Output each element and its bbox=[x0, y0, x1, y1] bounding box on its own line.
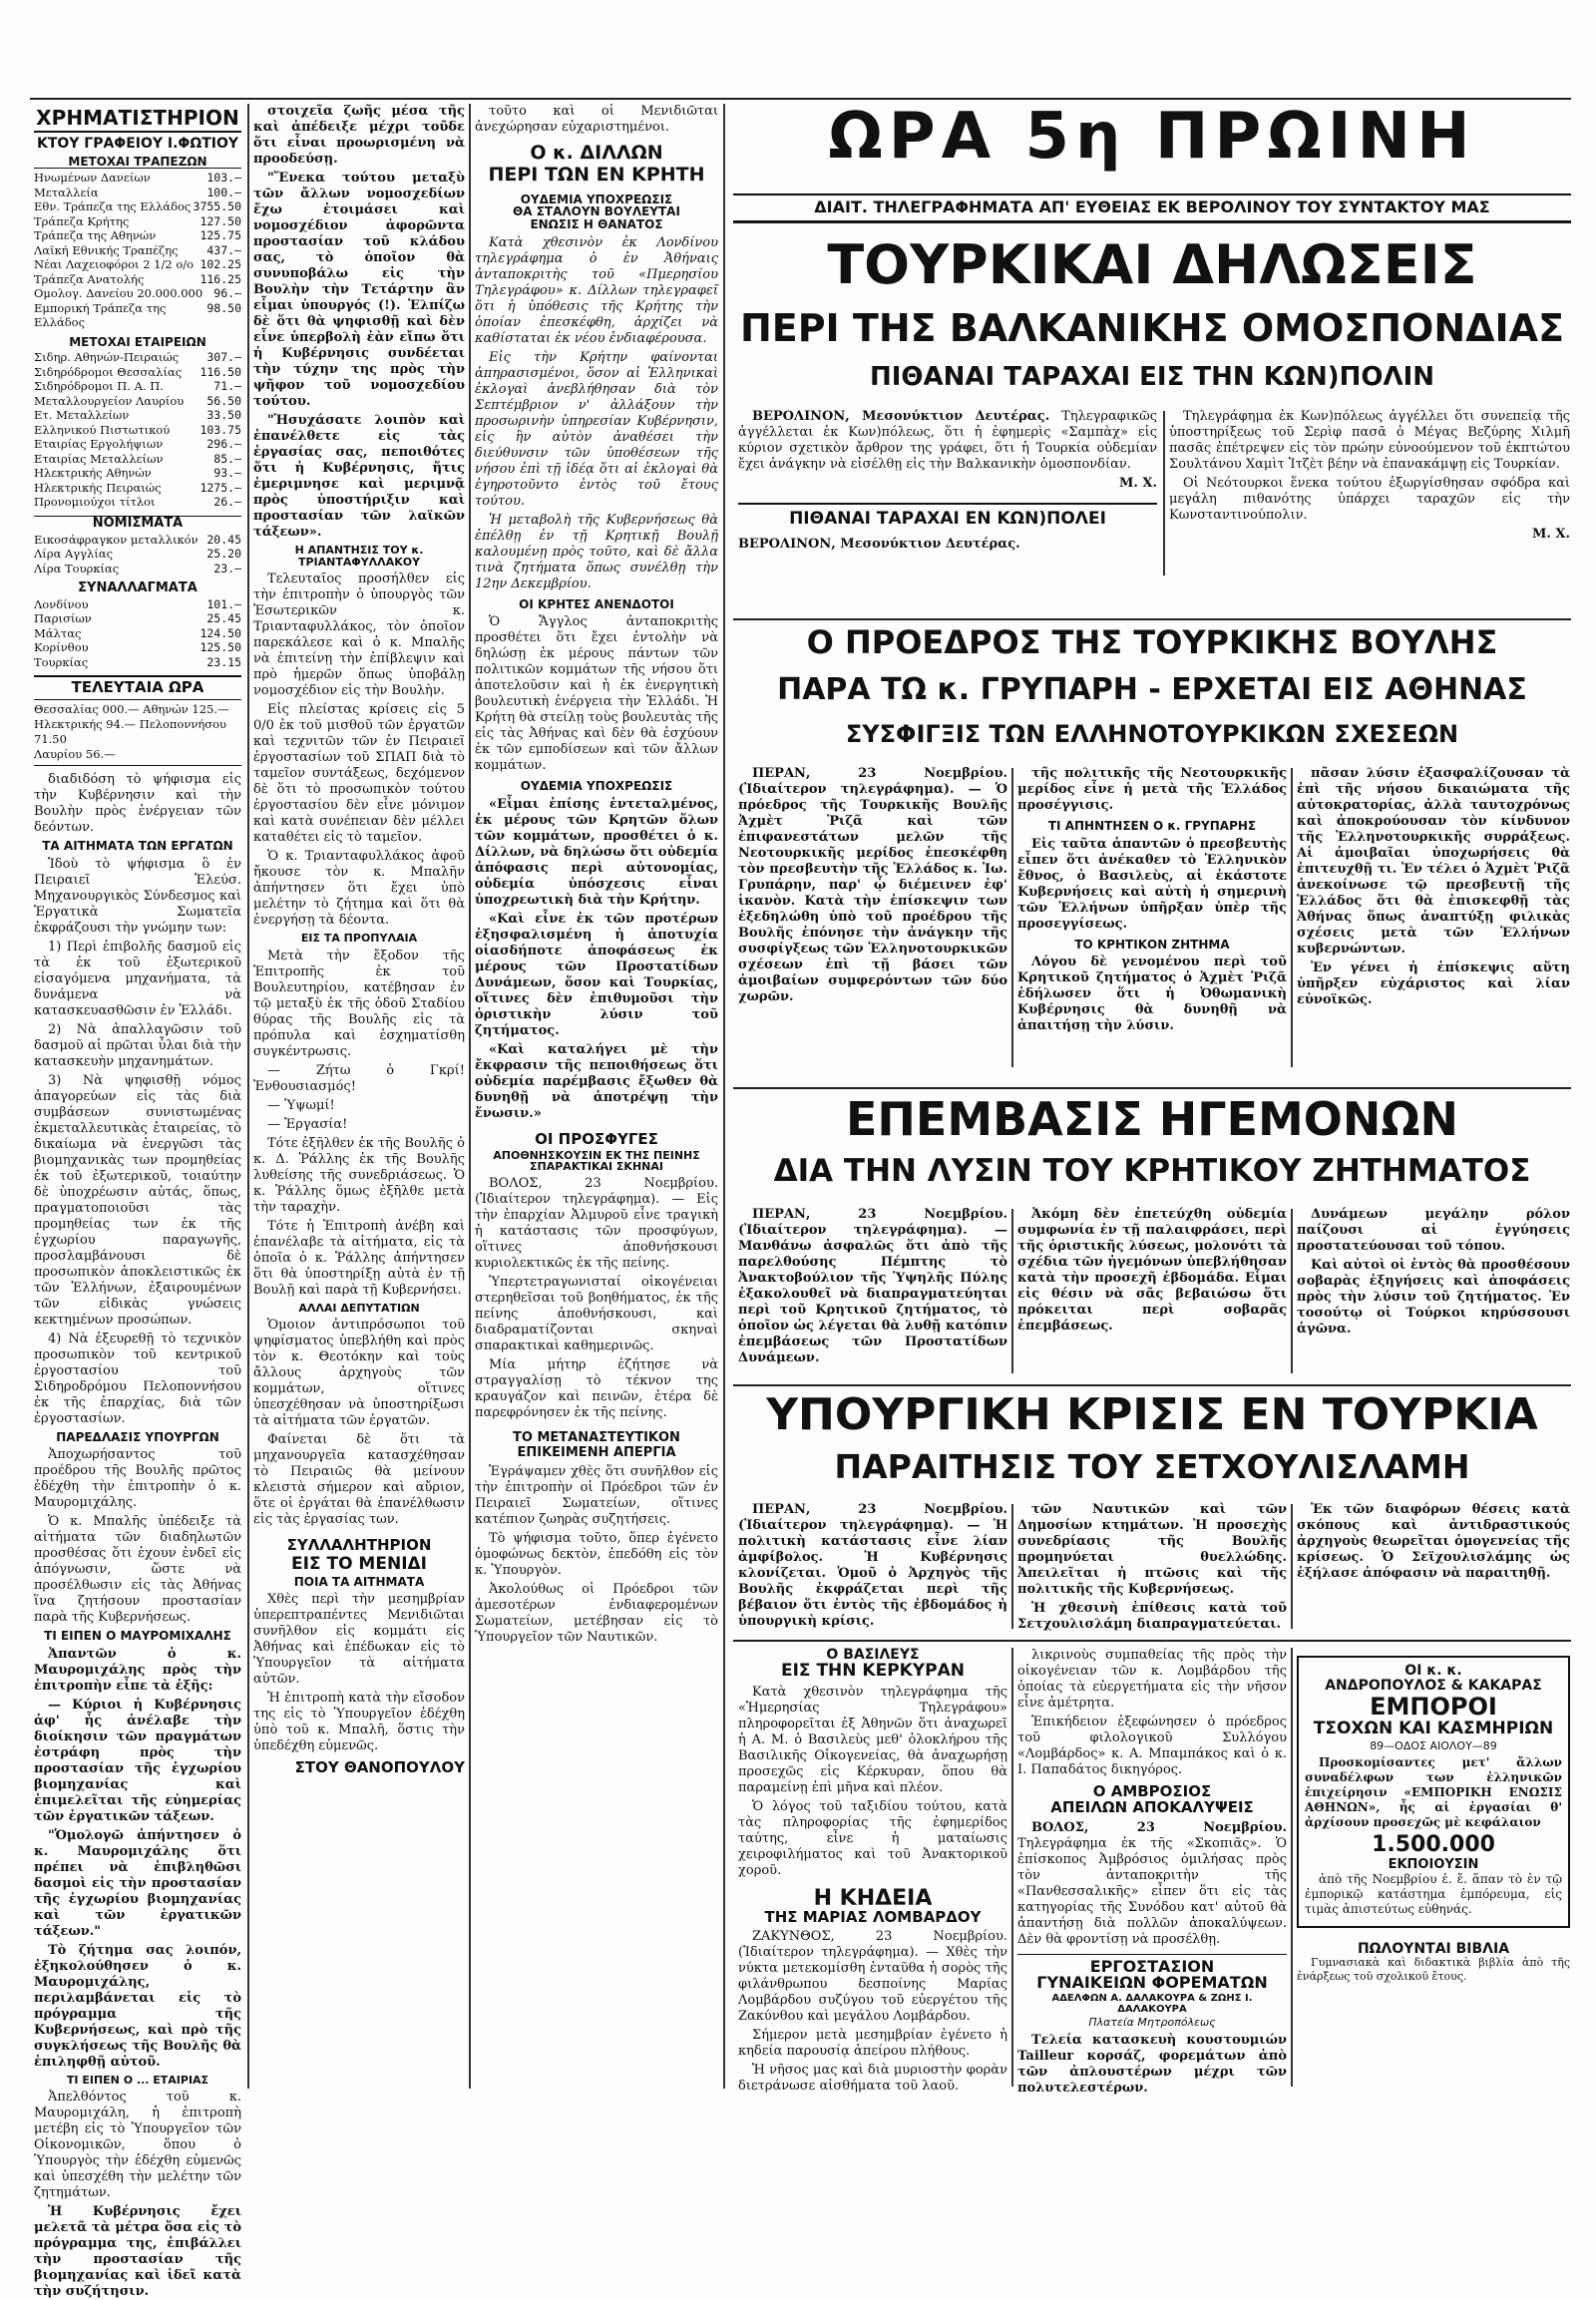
king-text: Κατὰ χθεσινὸν τηλεγράφημα τῆς «Ἡμερησίας Τηλεγράφου» πληροφορεῖται ἐξ Ἀθηνῶν ὅτι ἀναχωρεῖ ἡ Α. Μ. ὁ Βασιλεὺς μεθ' ὁλοκλήρου τῆς Βασιλικῆς Οἰκογενείας, θὰ ἀναχωρήσῃ προσεχῶς εἰς Κέρκυραν, ὅπου θὰ παραμείνῃ ἐπὶ μῆνα καὶ πλέον. Ὁ λόγος τοῦ ταξιδίου τούτου, κατὰ τὰς πληροφορίας τῆς ἐφημερίδος ταύτης, εἶνε ἡ ματαίωσις χειροφιλήματος καὶ τοῦ Ἀνακτορικοῦ χοροῦ. bbox=[738, 1684, 1007, 1878]
quote-row bbox=[34, 379, 241, 394]
quote-value: 56.50 bbox=[206, 393, 241, 408]
quote-value: 93.— bbox=[213, 466, 241, 481]
quote-value: 103.— bbox=[206, 171, 241, 186]
story2-subheadline: ΠΑΡΑ ΤΩ κ. ΓΡΥΠΑΡΗ - ΕΡΧΕΤΑΙ ΕΙΣ ΑΘΗΝΑΣ bbox=[777, 672, 1527, 707]
story2-col-b bbox=[1017, 766, 1287, 1085]
quote-row bbox=[34, 626, 241, 641]
demands2-title: ΠΟΙΑ ΤΑ ΑΙΤΗΜΑΤΑ bbox=[293, 1574, 425, 1589]
quote-name: Εταιρίας Εργολήψιων bbox=[34, 437, 164, 452]
quote-value: 125.75 bbox=[200, 228, 241, 243]
quote-name: Μάλτας bbox=[34, 625, 82, 640]
bottom-col-b bbox=[1017, 1648, 1287, 2096]
mavromichalis-said-text: Ἀπαντῶν ὁ κ. Μαυρομιχάλης πρὸς τὴν ἐπιτροπὴν εἶπε τὰ ἑξῆς: — Κύριοι ἡ Κυβέρνησις ἀφ' ἧς ἀνέλαβε τὴν διοίκησιν τῶν πραγμάτων ἐστράφη πρὸς τὴν προστασίαν τῆς ἐγχωρίου βιομηχανίας καὶ ἐπιμελεῖται τῆς εὐημερίας τῶν ἐργατικῶν τάξεων. "Ὁμολογῶ ἀπήντησεν ὁ κ. Μαυρομιχάλης ὅτι πρέπει νὰ ἐπιβληθῶσι δασμοὶ εἰς τὴν προστασίαν τῆς ἐγχωρίου βιομηχανίας καὶ τῶν ἐργατικῶν τάξεων." Τὸ ζήτημα σας λοιπόν, ἐξηκολούθησεν ὁ κ. Μαυρομιχάλης, περιλαμβάνεται εἰς τὸ πρόγραμμα τῆς Κυβερνήσεως, καὶ πρὸ τῆς συγκλήσεως τῆς Βουλῆς θὰ ἐπιληφθῇ αὐτοῦ. bbox=[34, 1646, 241, 2070]
quote-name: Νέαι Λαχειοφόροι 2 1/2 ο/ο bbox=[34, 257, 195, 272]
story2-dateline: ΠΕΡΑΝ, 23 Νοεμβρίου. bbox=[752, 766, 1007, 781]
quote-name: Μεταλλεία bbox=[34, 185, 99, 199]
story3-headline: ΕΠΕΜΒΑΣΙΣ ΗΓΕΜΟΝΩΝ bbox=[846, 1092, 1458, 1146]
ministers-parade-title: ΠΑΡΕΔΛΑΣΙΣ ΥΠΟΥΡΓΩΝ bbox=[56, 1429, 219, 1444]
bottom-rule bbox=[733, 1640, 1571, 1642]
quote-value: 296.— bbox=[206, 437, 241, 452]
advert-sale: ΕΚΠΟΙΟΥΣΙΝ bbox=[1388, 1857, 1479, 1873]
quote-name: Ηλεκτρικής Αθηνών bbox=[34, 466, 152, 481]
advert-line-3: ΕΜΠΟΡΟΙ bbox=[1370, 1693, 1497, 1722]
story4-headline: ΥΠΟΥΡΓΙΚΗ ΚΡΙΣΙΣ ΕΝ ΤΟΥΡΚΙΑ bbox=[766, 1389, 1538, 1440]
quote-name: Εταιρίας Μεταλλείων bbox=[34, 451, 164, 466]
quote-row bbox=[34, 243, 241, 258]
etairias-said-text: Ἀπελθόντος τοῦ κ. Μαυρομιχάλη, ἡ ἐπιτροπὴ μετέβη εἰς τὸ Ὑπουργεῖον τῶν Οἰκονομικῶν, ὅπου ὁ Ὑπουργὸς τὴν ἐδέχθη εὐμενῶς καὶ ὑπεσχέθη τὴν μελέτην τῶν ζητημάτων. Ἡ Κυβέρνησις ἔχει μελετᾶ τὰ μέτρα ὅσα εἰς τὸ πρόγραμμα της, ἐπιβάλλει τὴν προστασίαν τῆς βιομηχανίας καὶ ἰδεῖ κατὰ τὴν συζήτησιν. bbox=[34, 2090, 241, 2300]
triantafyllakos-reply-text: Τελευταῖος προσήλθεν εἰς τὴν ἐπιτροπὴν ὁ ὑπουργὸς τῶν Ἐσωτερικῶν κ. Τριανταφυλλάκος, τὸν ὁποῖον παρεκάλεσε καὶ ὁ κ. Μπαλῆς νὰ ἐπιτείνῃ τὴν ἐπίβλεψιν καὶ πρὸ ἡμερῶν ὅπως ὑποβάλῃ νομοσχέδιον εἰς τὴν Βουλὴν. Εἰς πλείστας κρίσεις εἰς 5 0/0 ἐκ τοῦ μισθοῦ τῶν ἐργατῶν καὶ τεχνιτῶν τῶν ἐν Πειραιεῖ ἐργοστασίων τοῦ ΣΠΑΠ διὰ τὸ ταμεῖον συντάξεως, δεχόμενον δὲ ὅτι τὸ προσωπικὸν τούτου ἐργοστασίου δὲν εἶνε μόνιμον καὶ κατὰ συνέπειαν δὲν μέλλει καταθέτει εἰς τὸ ταμεῖον. Ὁ κ. Τριανταφυλλάκος ἀφοῦ ἤκουσε τὸν κ. Μπαλῆν ἀπήντησεν ὅτι ἔχει ὑπὸ μελέτην τὸ ζήτημα καὶ ὅτι θὰ ἐνεργήσῃ τὰ δέοντα. bbox=[253, 572, 465, 929]
dillon-subtitle: ΠΕΡΙ ΤΩΝ ΕΝ ΚΡΗΤΗ bbox=[488, 163, 705, 186]
quote-name: Μεταλλουργείον Λαυρίου bbox=[34, 393, 185, 408]
strike-text: Ἐγράψαμεν χθὲς ὅτι συνῆλθον εἰς τὴν ἐπιτροπὴν οἱ Πρόεδροι τῶν ἐν Πειραιεῖ Σωματείων, οἵτινες κατέπιον ζωηρὰς συζητήσεις. Τὸ ψήφισμα τοῦτο, ὅπερ ἐγένετο ὁμοφώνως δεκτὸν, ἐπεδόθη εἰς τὸν κ. Ὑπουργὸν. Ἀκολούθως οἱ Πρόεδροι τῶν ἀμεσοτέρων ἐνδιαφερομένων Σωματείων, μετέβησαν εἰς τὸ Ὑπουργεῖον τῶν Ναυτικῶν. bbox=[475, 1463, 718, 1645]
advert-line-2: ΑΝΔΡΟΠΟΥΛΟΣ & ΚΑΚΑΡΑΣ bbox=[1325, 1677, 1542, 1694]
mavromichalis-said-title: ΤΙ ΕΙΠΕΝ Ο ΜΑΥΡΟΜΙΧΑΛΗΣ bbox=[44, 1629, 231, 1644]
quote-value: 127.50 bbox=[200, 213, 241, 228]
quote-value: 25.20 bbox=[206, 547, 241, 562]
story1-headline: ΤΟΥΡΚΙΚΑΙ ΔΗΛΩΣΕΙΣ bbox=[827, 233, 1477, 296]
quote-value: 98.50 bbox=[206, 300, 241, 315]
dillon-text: Κατὰ χθεσινὸν ἐκ Λονδίνου τηλεγράφημα ὁ ἐν Ἀθήναις ἀνταποκριτὴς τοῦ «Πμερησίου Τηλεγράφου» κ. Δίλλων τηλεγραφεῖ ὅτι ἡ ὑπόθεσις τῆς Κρήτης τὴν ὁποίαν ἐπεσκέφθη, ἀρχίζει νὰ καθίσταται ἐκ νέου ἐνδιαφέρουσα. Εἰς τὴν Κρήτην φαίνονται ἀπηρασισμένοι, ὅσον αἱ Ἑλληνικαὶ ἐκλογαὶ ἀνεβλήθησαν διὰ τὸν Σεπτέμβριον ν' ἀλλάξουν τὴν προσωρινὴν ὑπηρεσίαν Κυβέρνησιν, εἰς ἣν αὐτὸν ἀναθέσει τὴν διεύθυνσιν τῶν ὑποθέσεων τῆς νήσου ἐπὶ τῇ ἰδέᾳ ὅτι αἱ ἐκλογαὶ θὰ ἐγηροτοῦντο ἐντὸς τοῦ ἔτους τούτου. Ἡ μεταβολὴ τῆς Κυβερνήσεως θὰ ἐπέλθῃ ἐν τῇ Κρητικῇ Βουλῇ καλουμένῃ πρὸς τοῦτο, καὶ δὲ ἄλλα τινὰ ζητήματα ὅπως συνέλθῃ τὴν 12ην Δεκεμβρίου. bbox=[475, 234, 718, 591]
quote-row bbox=[34, 495, 241, 510]
bottom-divider-1 bbox=[1011, 1648, 1013, 2087]
stock-exchange-title: ΧΡΗΜΑΤΙΣΤΗΡΙΟΝ bbox=[34, 108, 241, 133]
story2-text-a: ΠΕΡΑΝ, 23 Νοεμβρίου. (Ἰδιαίτερον τηλεγράφημα). — Ὁ πρόεδρος τῆς Τουρκικῆς Βουλῆς Ἀχμὲτ Ῥιζᾶ καὶ τῶν ἐπιφανεστάτων μελῶν τῆς Νεοτουρκικῆς μερίδος ἐπεσκέφθη τὸν πρεσβευτὴν τῆς Ἑλλάδος κ. Ἰω. Γρυπάρην, παρ' ᾧ διέμεινεν ἐφ' ἱκανὸν. Κατὰ τὴν ἐπίσκεψιν των ἐξεδηλώθη ὑπὸ τοῦ προέδρου τῆς Βουλῆς ἐπόνησε τὴν ἀνάγκην τῆς συσφίγξεως τῶν Ἑλληνοτουρκικῶν σχέσεων ἐπὶ τῇ βάσει τῶν ἀμοιβαίων συμφερόντων τῶν δύο χωρῶν. bbox=[738, 766, 1007, 1004]
story2-col-a bbox=[738, 766, 1007, 1085]
story3-text-c: Δυνάμεων μεγάλην ρόλον παίζουσι αἱ ἐγγύησεις προστατεύουσαι τοῦ τόπου. Καὶ αὐτοὶ οἱ ἐντὸς θὰ προσθέσουν σοβαρὰς ἐξηγήσεις καὶ ἀποφάσεις πρὸς τὴν λύσιν τοῦ ζητήματος. Ἐν τοσούτῳ οἱ Τούρκοι κηρύσσουσι ἀγῶνα. bbox=[1297, 1207, 1570, 1337]
works-owners: ΑΔΕΛΦΩΝ Α. ΔΑΛΑΚΟΥΡΑ & ΖΩΗΣ Ι. ΔΑΛΑΚΟΥΡΑ bbox=[1051, 1993, 1253, 2015]
story4-dateline: ΠΕΡΑΝ, 23 Νοεμβρίου. bbox=[752, 1502, 1007, 1517]
story4-text-c: Ἐκ τῶν διαφόρων θέσεις κατὰ σκόπους καὶ ἀντιδραστικούς ἀρχηγοὺς θεωρεῖται ὁμογενείας τῆς κρίσεως. Ὁ Σεϊχουλισλάμης ὡς ἐξήλασε ἀπόφασιν νὰ παραιτηθῇ. bbox=[1297, 1502, 1570, 1581]
quote-name: Ηλεκτρικής Πειραιώς bbox=[34, 480, 162, 495]
bottom-col-b-lead: λικρινοὺς συμπαθείας τῆς πρὸς τὴν οἰκογένειαν τῶν κ. Λομβάρδου τῆς ὁποίας τὰ εὐεργετήματα εἰς τὴν νῆσον εἶνε ἀμέτρητα. Ἐπικήδειον ἐξεφώνησεν ὁ πρόεδρος τοῦ φιλολογικοῦ Συλλόγου «Λομβάρδος» κ. Α. Μπαμπάκος καὶ ὁ κ. Ι. Παπαδάτος δικηγόρος. bbox=[1017, 1648, 1287, 1777]
stock-exchange-column bbox=[34, 106, 241, 2300]
grypar-reply-title: ΤΙ ΑΠΗΝΤΗΣΕΝ Ο κ. ΓΡΥΠΑΡΗΣ bbox=[1047, 819, 1257, 833]
quote-value: 3755.50 bbox=[193, 199, 241, 214]
story1-sign: Μ. Χ. bbox=[1118, 476, 1157, 491]
quote-name: Λίρα Αγγλίας bbox=[34, 547, 114, 562]
column-three-lead: τοῦτο καὶ οἱ Μενιδιῶται ἀνεχώρησαν εὐχαριστημένοι. bbox=[475, 104, 718, 135]
amvrosios-subtitle: ΑΠΕΙΛΩΝ ΑΠΟΚΑΛΥΨΕΙΣ bbox=[1050, 1797, 1254, 1816]
story3-col-c bbox=[1297, 1207, 1570, 1386]
quote-name: Λαϊκή Εθνικής Τραπέζης bbox=[34, 242, 179, 257]
bottom-col-a bbox=[738, 1647, 1007, 2095]
death-title: ΣΤΟΥ ΘΑΝΟΠΟΥΛΟΥ bbox=[294, 1758, 465, 1777]
refugees-title: ΟΙ ΠΡΟΣΦΥΓΕΣ bbox=[535, 1129, 658, 1148]
bottom-col-c bbox=[1297, 1648, 1570, 2087]
amvrosios-title: Ο ΑΜΒΡΟΣΙΟΣ bbox=[1092, 1782, 1212, 1800]
story1-dateline-2: ΒΕΡΟΛΙΝΟΝ, Μεσονύκτιον Δευτέρας. bbox=[738, 536, 1020, 552]
tomenidi-title: ΕΙΣ ΤΟ ΜΕΝΙΔΙ bbox=[291, 1553, 427, 1574]
quote-row bbox=[34, 301, 241, 330]
quote-row bbox=[34, 597, 241, 612]
quote-value: 71.— bbox=[213, 379, 241, 394]
quote-name: Σιδηρόδρομοι Θεσσαλίας bbox=[34, 364, 183, 379]
quote-value: 307.— bbox=[206, 350, 241, 365]
story1-dateline: ΒΕΡΟΛΙΝΟΝ, Μεσονύκτιον Δευτέρας. bbox=[752, 409, 1050, 424]
quote-row bbox=[34, 272, 241, 287]
coins-table bbox=[34, 533, 241, 576]
advert-text: Προσκομίσαντες μετ' ἄλλων συναδέλφων των ἐλληνικῶν ἐπιχείρησιν «ΕΜΠΟΡΙΚΗ ΕΝΩΣΙΣ ΑΘΗΝΩΝ», ἧς αἱ ἐργασίαι θ' ἀρχίσουν προσεχῶς μὲ κεφάλαιον bbox=[1305, 1754, 1562, 1829]
quote-row bbox=[34, 466, 241, 481]
story1-left-column bbox=[738, 409, 1157, 608]
quote-value: 26.— bbox=[213, 495, 241, 510]
col-divider-2 bbox=[469, 104, 471, 2089]
advert-line-4: ΤΣΟΧΩΝ ΚΑΙ ΚΑΣΜΗΡΙΩΝ bbox=[1313, 1718, 1554, 1738]
masthead-subtitle: ΔΙΑΙΤ. ΤΗΛΕΓΡΑΦΗΜΑΤΑ ΑΠ' ΕΥΘΕΙΑΣ ΕΚ ΒΕΡΟΛΙΝΟΥ ΤΟΥ ΣΥΝΤΑΚΤΟΥ ΜΑΣ bbox=[733, 193, 1571, 223]
quote-row bbox=[34, 640, 241, 655]
no-obligation-title-2: ΟΥΔΕΜΙΑ ΥΠΟΧΡΕΩΣΙΣ bbox=[520, 779, 673, 794]
quote-row bbox=[34, 547, 241, 562]
story4-divider-1 bbox=[1011, 1504, 1013, 1629]
quote-name: Τράπεζα της Αθηνών bbox=[34, 228, 157, 243]
story1-text-b: Τηλεγράφημα ἐκ Κων)πόλεως ἀγγέλλει ὅτι συνεπείᾳ τῆς ὑποστηρίξεως τοῦ Σερὶφ πασᾶ ὁ Μέγας Βεζύρης Χιλμῆ πασᾶς ἐπέτρεψεν εἰς τὸν πρώην εὐνοούμενον τοῦ ἐκπτώτου Σουλτάνου Χαμὶτ Ἰτζὲτ βέην νὰ ἐπανακάμψῃ εἰς Τουρκίαν. Οἱ Νεότουρκοι ἕνεκα τούτου ἐξωργίσθησαν σφόδρα καὶ μεγάλη πιθανότης ὑπάρχει ταραχῶν εἰς τὴν Κωνσταντινούπολιν. bbox=[1169, 409, 1570, 523]
ministers-parade-text: Ἀποχωρήσαντος τοῦ προέδρου τῆς Βουλῆς πρῶτος ἐδέχθη τὴν ἐπιτροπὴν ὁ κ. Μαυρομιχάλης. Ὁ κ. Μπαλῆς ὑπέδειξε τὰ αἰτήματα τῶν διαδηλωτῶν προσθέσας ὅτι ἐχουν ἐνδεῖ εἰς ἀπόγνωσιν, ὥστε νὰ προσέλθωσιν εἰς τὰς Ἀθήνας ἵνα ζητήσουν προστασίαν παρὰ τῆς Κυβερνήσεως. bbox=[34, 1447, 241, 1626]
quote-row bbox=[34, 481, 241, 496]
story3-text-a: ΠΕΡΑΝ, 23 Νοεμβρίου. (Ἰδιαίτερον τηλεγράφημα). — Μανθάνω ἀσφαλῶς ὅτι ἀπὸ τῆς παρελθούσης Πέμπτης τὸ Ἀνακτοβούλιον τῆς Ὑψηλῆς Πύλης ἐξακολουθεῖ νὰ διαπραγματεύηται περὶ τοῦ Κρητικοῦ ζητήματος, τὸ ὁποῖον ὡς λέγεται θὰ λυθῇ κατόπιν ἐπεμβάσεως τῶν Προστατίδων Δυνάμεων. bbox=[738, 1207, 1007, 1365]
quote-value: 23.— bbox=[213, 561, 241, 575]
quote-row bbox=[34, 228, 241, 243]
amvrosios-text: ΒΟΛΟΣ, 23 Νοεμβρίου. Τηλεγράφημα ἐκ τῆς «Σκοπιᾶς». Ὁ ἐπίσκοπος Ἀμβρόσιος ὁμιλήσας πρὸς τὸν ἀνταποκριτὴν τῆς «Πανθεσσαλικῆς» εἶπεν ὅτι εἰς τὰς κατηγορίας τῆς Συνόδου κατ' αὐτοῦ θὰ ἀπαντήσῃ διὰ πολλῶν ἀποκαλύψεων. Δὲν θὰ φροντίσῃ νὰ προσέλθῃ. bbox=[1017, 1819, 1287, 1947]
quote-name: Ελληνικού Πιστωτικού bbox=[34, 422, 171, 437]
story3-col-a bbox=[738, 1207, 1007, 1386]
quote-row bbox=[34, 452, 241, 467]
quote-name: Προνομιούχοι τίτλοι bbox=[34, 495, 156, 510]
last-hour-line-1: Θεσσαλίας 000.— Αθηνών 125.— bbox=[34, 701, 229, 716]
story2-kicker: ΣΥΣΦΙΓΞΙΣ ΤΩΝ ΕΛΛΗΝΟΤΟΥΡΚΙΚΩΝ ΣΧΕΣΕΩΝ bbox=[845, 720, 1459, 748]
cretans-title: ΟΙ ΚΡΗΤΕΣ ΑΝΕΝΔΟΤΟΙ bbox=[519, 596, 674, 611]
refugees-text: ΒΟΛΟΣ, 23 Νοεμβρίου. (Ἰδιαίτερον τηλεγράφημα). — Εἰς τὴν ἐπαρχίαν Ἀλμυροῦ εἶνε τραγικὴ ἡ κατάστασις τῶν προσφύγων, οἵτινες ἀποθνήσκουσι κυριολεκτικῶς ἐκ τῆς πείνης. Ὑπερτετραγωνισταί οἰκογένειαι στερηθεῖσαι τοῦ βοηθήματος, ἐκ τῆς πείνης ἀποθνήσκουσι, καὶ διαδραματίζονται σκηναὶ σπαρακτικαὶ καθημερινῶς. Μία μήτηρ ἐζήτησε νὰ στραγγαλίσῃ τὸ τέκνον της κραυγάζον καὶ πεινῶν, ἐτέρα δὲ παρεφρόνησεν ἐκ τῆς πείνης. bbox=[475, 1175, 718, 1420]
quote-row bbox=[34, 394, 241, 409]
story4-col-b bbox=[1017, 1502, 1287, 1637]
companies-table bbox=[34, 350, 241, 510]
works-subtitle: ΓΥΝΑΙΚΕΙΩΝ ΦΟΡΕΜΑΤΩΝ bbox=[1036, 1973, 1268, 1993]
story2-rule bbox=[733, 618, 1571, 620]
workers-demands-text: Ἰδοὺ τὸ ψήφισμα ὃ ἐν Πειραιεῖ Ἐλεύσ. Μηχανουργικὸς Σύνδεσμος καὶ Ἐργατικὰ Σωματεῖα ἐκφράζουσι τὴν γνώμην των: 1) Περὶ ἐπιβολῆς δασμοῦ εἰς τὰ ἐκ τοῦ ἐξωτερικοῦ εἰσαγόμενα μηχανήματα, τὰ δυνάμενα νὰ κατασκευασθῶσιν ἐν Ἑλλάδι. 2) Νὰ ἀπαλλαγῶσιν τοῦ δασμοῦ αἱ πρῶται ὗλαι διὰ τὴν κατασκευὴν μηχανημάτων. 3) Νὰ ψηφισθῇ νόμος ἀπαγορεύων εἰς τὰς διὰ συμβάσεων συνιστωμένας ἐκμεταλλευτικὰς ἑταιρείας, τὸ δικαίωμα νὰ ἐνεργῶσι τὰς βιομηχανικὰς των προμηθείας ἐκ τοῦ ἐξωτερικοῦ, τοιαύτην δὲ ὑποχρέωσιν αὐτάς, ὅπως, πραγματοποιοῦσι τὰς προμηθείας των ἐκ τῆς ἐγχωρίου παραγωγῆς, προσλαμβάνουσι δὲ προσωπικὸν ἀποκλειστικῶς ἐκ τῶν Ἑλλήνων, ἐξαιρουμένων τῶν εἰδικὰς γνώσεις κεκτημένων προσώπων. 4) Νὰ ἐξευρεθῇ τὸ τεχνικὸν προσωπικὸν τοῦ κεντρικοῦ ἐργοστασίου τοῦ Σιδηροδρόμου Πελοποννήσου ἐκ τῆς ἐπαρχίας, διὰ τῶν ἐργοστασίων. bbox=[34, 856, 241, 1426]
quote-value: 124.50 bbox=[200, 625, 241, 640]
quote-row bbox=[34, 257, 241, 272]
dillon-title: Ο κ. ΔΙΛΛΩΝ bbox=[530, 142, 663, 164]
quote-name: Σιδηρ. Αθηνών-Πειραιώς bbox=[34, 350, 180, 365]
coins-section-title: ΝΟΜΙΣΜΑΤΑ bbox=[34, 516, 241, 531]
stock-exchange-subtitle: ΚΤΟΥ ΓΡΑΦΕΙΟΥ Ι.ΦΩΤΙΟΥ bbox=[36, 136, 239, 153]
quote-name: Λίρα Τουρκίας bbox=[34, 561, 120, 575]
sparaktikai-title: ΣΠΑΡΑΚΤΙΚΑΙ ΣΚΗΝΑΙ bbox=[530, 1160, 663, 1174]
works-text: Τελεία κατασκευὴ κουστουμιών Tailleur κορσάζ, φορεμάτων ἀπὸ τῶν ἀπλουστέρων μέχρι τῶν πολυτελεστέρων. bbox=[1017, 2032, 1287, 2096]
quote-name: Λονδίνου bbox=[34, 596, 89, 611]
etairias-said-title: ΤΙ ΕΙΠΕΝ Ο ... ΕΤΑΙΡΙΑΣ bbox=[66, 2073, 209, 2087]
quote-name: Παρισίων bbox=[34, 611, 92, 626]
quote-value: 1275.— bbox=[200, 480, 241, 495]
column-two-lead: στοιχεῖα ζωῆς μέσα τῆς καὶ ἀπέδειξε μέχρι τοῦδε ὅτι εἶναι προωρισμένη νὰ προοδεύσῃ. "Ἕνεκα τούτου μεταξὺ τῶν ἄλλων νομοσχεδίων ἔχω ἑτοιμάσει καὶ νομοσχέδιον ἀφορῶντα προστασίαν τοῦ κλάδου σας, τὸ ὁποῖον θὰ συνυποβάλω εἰς τὴν Βουλὴν τὴν Τετάρτην ἂν εἶμαι ὑπουργός (!). Ἐλπίζω δὲ ὅτι θὰ ψηφισθῇ καὶ δὲν εἶνε ὑπερβολὴ ἐὰν εἴπω ὅτι ἡ Κυβέρνησις συνδέεται τὴν τύχην της πρὸς τὴν ψῆφον τοῦ νομοσχεδίου τούτου. "Ἡσυχάσατε λοιπὸν καὶ ἐπανέλθετε εἰς τὰς ἐργασίας σας, πεποιθότες ὅτι ἡ Κυβέρνησις, ἥτις ἐμεριμνησε καὶ μεριμνᾷ πρὸς ὑποστήριξιν καὶ προστασίαν τῶν λαϊκῶν τάξεων». bbox=[253, 104, 465, 540]
advert-capital: 1.500.000 bbox=[1372, 1831, 1495, 1857]
quote-value: 25.45 bbox=[206, 611, 241, 626]
col-divider-1 bbox=[247, 104, 249, 2089]
works-title: ΕΡΓΟΣΤΑΣΙΟΝ bbox=[1017, 1954, 1287, 1976]
story4-subheadline: ΠΑΡΑΙΤΗΣΙΣ ΤΟΥ ΣΕΤΧΟΥΛΙΣΛΑΜΗ bbox=[834, 1447, 1470, 1486]
metanast-title: ΤΟ ΜΕΤΑΝΑΣΤΕΥΤΙΚΟΝ bbox=[513, 1429, 680, 1445]
deputies-text: Ὁμοιον ἀντιπρόσωποι τοῦ ψηφίσματος ὑπεβλήθη καὶ πρὸς τὸν κ. Θεοτόκην καὶ τοὺς ἄλλους ἀρχηγοὺς τῶν κομμάτων, οἵτινες ὑπεσχέθησαν νὰ ὑποστηρίξωσι τὰ αἰτήματα τῶν ἐργατῶν. Φαίνεται δὲ ὅτι τὰ μηχανουργεῖα κατασχέθησαν τὸ Πειραιῶς θὰ μείνουν κλειστὰ σήμερον καὶ αὔριον, ὅτε οἱ ἐργάται θὰ ἐπανέλθωσιν εἰς τὰς ἐργασίας των. bbox=[253, 1318, 465, 1528]
story4-text-a: ΠΕΡΑΝ, 23 Νοεμβρίου. (Ἰδιαίτερον τηλεγράφημα). — Ἡ πολιτικὴ κατάστασις εἶνε λίαν ἀμφίβολος. Ἡ Κυβέρνησις κλονίζεται. Ὁμοῦ ὁ Ἀρχηγὸς τῆς Βουλῆς ἐκφράζεται περὶ τῆς βέβαιον ὅτι ἐντὸς τῆς ἑβδομάδος ἡ ὑπουργικὴ κρίσις. bbox=[738, 1502, 1007, 1629]
quote-value: 96.— bbox=[213, 286, 241, 301]
masthead-title: ΩΡΑ 5η ΠΡΩΙΝΗ bbox=[828, 100, 1476, 174]
story2-text-b: τῆς πολιτικῆς τῆς Νεοτουρκικῆς μερίδος εἶνε ἡ μετὰ τῆς Ἑλλάδος προσέγγισις. bbox=[1017, 766, 1287, 813]
advert-box bbox=[1297, 1656, 1570, 1928]
quote-name: Τράπεζα Κρήτης bbox=[34, 213, 130, 228]
quote-name: Ετ. Μεταλλείων bbox=[34, 408, 130, 423]
propylaia-title: ΕΙΣ ΤΑ ΠΡΟΠΥΛΑΙΑ bbox=[300, 932, 418, 946]
funeral-text: ΖΑΚΥΝΘΟΣ, 23 Νοεμβρίου. (Ἰδιαίτερον τηλεγράφημα). — Χθὲς τὴν νύκτα μετεκομίσθη ἐνταῦθα ἡ σορὸς τῆς φιλάνθρωπου δεσποίνης Μαρίας Λομβάρδου συζύγου τοῦ εὐεργέτου τῆς Ζακύνθου καὶ μεγάλου Λομβάρδου. Σήμερον μετὰ μεσημβρίαν ἐγένετο ἡ κηδεία παρουσίᾳ ἀπείρου πλήθους. Ἡ νῆσος μας καὶ διὰ μυριοστὴν φορὰν διετράνωσε αἰσθήματα τοῦ λαοῦ. bbox=[738, 1929, 1007, 2095]
companies-section-title: ΜΕΤΟΧΑΙ ΕΤΑΙΡΕΙΩΝ bbox=[69, 334, 206, 349]
story2-divider-2 bbox=[1291, 768, 1293, 1067]
last-hour-title: ΤΕΛΕΥΤΑΙΑ ΩΡΑ bbox=[34, 675, 241, 700]
cretans-text: Ὁ Ἄγγλος ἀνταποκριτὴς προσθέτει ὅτι ἔχει ἐντολὴν νὰ δηλώσῃ ἐκ μέρους πάντων τῶν πολιτικῶν κομμάτων τῆς νήσου ὅτι ἀποτελοῦσιν καὶ ἡ ἐκ ἐνεργητικὴ βουλευτικὴ ἐνέργεια τὴν Ἑλλάδι. Ἡ Κρήτη θὰ στείλῃ τοὺς βουλευτὰς τῆς εἰς τὰς Ἀθήνας καὶ δὲν θὰ ἐσχύουν ἐκ τῶν εμποδίσεων καὶ τῶν ἄλλων κομμάτων. bbox=[475, 614, 718, 774]
story1-text-a: ΒΕΡΟΛΙΝΟΝ, Μεσονύκτιον Δευτέρας. Τηλεγραφικῶς ἀγγέλλεται ἐκ Κων)πόλεως, ὅτι ἡ ἐφημερὶς «Σαμπὰχ» εἰς κύριον σχετικὸν ἄρθρον της γράφει, ὅτι ἡ Τουρκία οὐδεμίαν ἔχει ἀνάγκην νὰ εἰσέλθῃ εἰς τὴν Βαλκανικὴν ὁμοσπονδίαν. bbox=[738, 409, 1157, 472]
exchange-section-title: ΣΥΝΑΛΛΑΓΜΑΤΑ bbox=[78, 580, 198, 596]
column-two bbox=[253, 104, 465, 2089]
quote-row bbox=[34, 199, 241, 214]
quote-row bbox=[34, 286, 241, 301]
quote-value: 85.— bbox=[213, 451, 241, 466]
story3-dateline: ΠΕΡΑΝ, 23 Νοεμβρίου. bbox=[752, 1207, 1007, 1222]
no-obligation-title: ΟΥΔΕΜΙΑ ΥΠΟΧΡΕΩΣΙΣ bbox=[520, 192, 673, 206]
amvrosios-dateline: ΒΟΛΟΣ, 23 Νοεμβρίου. bbox=[1031, 1819, 1287, 1835]
works-address: Πλατεία Μητροπόλεως bbox=[1088, 2016, 1216, 2030]
advert-text-2: ἀπὸ τῆς Νοεμβρίου ἐ. ἔ. ἅπαν τὸ ἐν τῷ ἐμπορικῷ κατάστημα ἐμπόρευμα, εἰς τιμὰς ἀπιστεύτως εὐθηνάς. bbox=[1305, 1871, 1562, 1916]
demands-intro: διαδιδόση τὸ ψήφισμα εἰς τὴν Κυβέρνησιν καὶ τὴν Βουλὴν πρὸς ἐνέργειαν τῶν δεόντων. bbox=[34, 771, 241, 835]
cretan-question-title: ΤΟ ΚΡΗΤΙΚΟΝ ΖΗΤΗΜΑ bbox=[1074, 937, 1230, 952]
quote-row bbox=[34, 611, 241, 626]
story1-divider bbox=[1163, 411, 1165, 575]
story3-divider-2 bbox=[1291, 1209, 1293, 1373]
advert-line-5: 89—ΟΔΟΣ ΑΙΟΛΟΥ—89 bbox=[1370, 1739, 1497, 1753]
story2-text-d: Λόγου δὲ γενομένου περὶ τοῦ Κρητικοῦ ζητήματος ὁ Ἀχμὲτ Ῥιζᾶ ἐδήλωσεν ὅτι ἡ Ὀθωμανικὴ Κυβέρνησις θὰ δυνηθῇ νὰ ἀπαιτήσῃ τὴν λύσιν. bbox=[1017, 955, 1287, 1034]
story3-text-b: Ἀκόμη δὲν ἐπετεύχθη οὐδεμία συμφωνία ἐν τῇ παλαιφράσει, περὶ τῆς ὁριστικῆς λύσεως, μολονότι τὰ σχέδια τῶν ἡγεμόνων ὑπεβλήθησαν κατὰ τὴν προσεχῆ ἑβδομάδα. Εἶμαι εἰς θέσιν νὰ σᾶς βεβαιώσω ὅτι πρόκειται περὶ σοβαρᾶς ἐπεμβάσεως. bbox=[1017, 1207, 1287, 1334]
quote-name: Τουρκίας bbox=[34, 654, 89, 669]
funeral-subtitle: ΤΗΣ ΜΑΡΙΑΣ ΛΟΜΒΑΡΔΟΥ bbox=[764, 1907, 982, 1926]
king-subtitle: ΕΙΣ ΤΗΝ ΚΕΡΚΥΡΑΝ bbox=[780, 1660, 965, 1681]
story2-text-e: πᾶσαν λύσιν ἐξασφαλίζουσαν τὰ ἐπὶ τῆς νήσου δικαιώματα τῆς αὐτοκρατορίας, ἀλλὰ ταυτοχρόνως καὶ ἀποκρούουσαν τὸν κίνδυνον τῆς Ἑλληνοτουρκικῆς συρράξεως. Αἱ ἀμοιβαῖαι ὑποχωρήσεις θὰ ἐπιτευχθῇ τι. Ἐν τέλει ὁ Ἀχμὲτ Ῥιζᾶ ἀνεκοίνωσε τῷ πρεσβευτῇ τῆς Ἑλλάδος ὅτι θὰ ἐπισκεφθῇ τὰς Ἀθήνας ὅπως ἀναπτύξῃ φιλικὰς σχέσεις μετὰ τῶν Ἑλλήνων κυβερνώντων. Ἐν γένει ἡ ἐπίσκεψις αὕτη ὑπῆρξεν εὐχάριστος καὶ λίαν εὐνοϊκῶς. bbox=[1297, 766, 1570, 1007]
strike-title: ΕΠΙΚΕΙΜΕΝΗ ΑΠΕΡΓΙΑ bbox=[517, 1445, 676, 1461]
quote-row bbox=[34, 423, 241, 438]
deputies-title: ΑΛΛΑΙ ΔΕΠΥΤΑΤΙΩΝ bbox=[298, 1301, 420, 1315]
books-for-sale-title: ΠΩΛΟΥΝΤΑΙ ΒΙΒΛΙΑ bbox=[1357, 1940, 1510, 1957]
banks-table bbox=[34, 171, 241, 330]
quote-name: Εμπορική Τράπεζα της Ελλάδος bbox=[34, 300, 167, 330]
story1-subheadline: ΠΕΡΙ ΤΗΣ ΒΑΛΚΑΝΙΚΗΣ ΟΜΟΣΠΟΝΔΙΑΣ bbox=[739, 306, 1565, 350]
banks-section-title: ΜΕΤΟΧΑΙ ΤΡΑΠΕΖΩΝ bbox=[34, 156, 241, 170]
quote-value: 20.45 bbox=[206, 532, 241, 547]
quote-row bbox=[34, 562, 241, 576]
triantafyllakos-reply-title: Η ΑΠΑΝΤΗΣΙΣ ΤΟΥ κ. ΤΡΙΑΝΤΑΦΥΛΛΑΚΟΥ bbox=[294, 544, 424, 569]
funeral-title: Η ΚΗΔΕΙΑ bbox=[813, 1885, 933, 1911]
no-obligation-text: «Εἶμαι ἐπίσης ἐντεταλμένος, ἐκ μέρους τῶν Κρητῶν ὅλων τῶν κομμάτων, προσθέτει ὁ κ. Δίλλων, νὰ δηλώσω ὅτι οὐδεμία ἀπόφασις περὶ αὐτονομίας, οὐδεμία ὑπόσχεσις εἶναι ὑποχρεωτικὴ διὰ τὴν Κρήτην. «Καὶ εἶνε ἐκ τῶν προτέρων ἐξησφαλισμένη ἡ ἀποτυχία οἱασδήποτε ἀποφάσεως ἐκ μέρους τῶν Προστατίδων Δυνάμεων, ὅσον καὶ Τουρκίας, οἵτινες δὲν ἐπιθυμοῦσι τὴν ὁριστικὴν λύσιν τοῦ ζητήματος. «Καὶ καταλήγει μὲ τὴν ἔκφρασιν τῆς πεποιθήσεως ὅτι οὐδεμία παρέμβασις ἔξωθεν θὰ δυνηθῇ νὰ ἀποτρέψῃ τὴν ἕνωσιν.» bbox=[475, 796, 718, 1121]
story2-headline: Ο ΠΡΟΕΔΡΟΣ ΤΗΣ ΤΟΥΡΚΙΚΗΣ ΒΟΥΛΗΣ bbox=[806, 623, 1498, 661]
quote-row bbox=[34, 533, 241, 548]
quote-name: Εθν. Τράπεζα της Ελλάδος bbox=[34, 199, 192, 214]
last-hour-line-2: Ηλεκτρικής 94.— Πελοποννήσου 71.50 bbox=[34, 716, 227, 746]
story3-col-b bbox=[1017, 1207, 1287, 1386]
quote-name: Ηνωμένων Δανείων bbox=[34, 171, 151, 186]
quote-name: Κορίνθου bbox=[34, 640, 89, 655]
story2-divider-1 bbox=[1011, 768, 1013, 1067]
story4-rule bbox=[733, 1384, 1571, 1386]
quote-name: Σιδηρόδρομοι Π. Α. Π. bbox=[34, 379, 164, 394]
quote-name: Τράπεζα Ανατολής bbox=[34, 271, 145, 286]
tomenidi-text: Χθὲς περὶ τὴν μεσημβρίαν ὑπερεπτραπέντες Μενιδιῶται συνῆλθον εἰς κομμάτι εἰς Ἀθήνας καὶ ἐπέδωκαν εἰς τὸ Ὑπουργεῖον τὰ αἰτήματα αὐτῶν. Ἡ ἐπιτροπὴ κατὰ τὴν εἴσοδον της εἰς τὸ Ὑπουργεῖον ἐδέχθη ὑπὸ τοῦ κ. Μπαλῆ, ὅστις τὴν ὑπεδέχθη εὐμενῶς. bbox=[253, 1592, 465, 1754]
quote-value: 101.— bbox=[206, 596, 241, 611]
quote-row bbox=[34, 655, 241, 670]
quote-value: 103.75 bbox=[200, 422, 241, 437]
story1-kicker: ΠΙΘΑΝΑΙ ΤΑΡΑΧΑΙ ΕΙΣ ΤΗΝ ΚΩΝ)ΠΟΛΙΝ bbox=[869, 362, 1435, 392]
quote-value: 125.50 bbox=[200, 640, 241, 655]
bottom-divider-2 bbox=[1291, 1648, 1293, 2087]
quote-row bbox=[34, 214, 241, 229]
story2-text-c: Εἰς ταῦτα ἀπαντῶν ὁ πρεσβευτὴς εἶπεν ὅτι ἀνέκαθεν τὸ Ἑλληνικὸν ἔθνος, ὁ Βασιλεὺς, αἱ ἑκάστοτε Κυβερνήσεις καὶ αὐτὴ ἡ σημερινὴ τῶν Ἑλλήνων ὑπῆρξαν ὑπὲρ τῆς προσεγγίσεως. bbox=[1017, 836, 1287, 932]
books-text: Γυμνασιακὰ καὶ διδακτικὰ βιβλία ἀπὸ τῆς ἐνάρξεως τοῦ σχολικοῦ ἔτους. bbox=[1297, 1956, 1570, 1984]
quote-value: 102.25 bbox=[200, 257, 241, 272]
story1-sign-2: Μ. Χ. bbox=[1531, 527, 1570, 542]
workers-demands-title: ΤΑ ΑΙΤΗΜΑΤΑ ΤΩΝ ΕΡΓΑΤΩΝ bbox=[42, 838, 233, 853]
story2-col-c bbox=[1297, 766, 1570, 1085]
quote-row bbox=[34, 171, 241, 186]
quote-row bbox=[34, 186, 241, 200]
advert-line-1: ΟΙ κ. κ. bbox=[1404, 1663, 1462, 1679]
story3-rule bbox=[733, 1087, 1571, 1089]
last-hour-line-3: Λαυρίου 56.— bbox=[34, 747, 241, 766]
story4-col-c bbox=[1297, 1502, 1570, 1637]
quote-value: 437.— bbox=[206, 242, 241, 257]
quote-value: 33.50 bbox=[206, 408, 241, 423]
quote-row bbox=[34, 350, 241, 365]
volos-dateline: ΒΟΛΟΣ, 23 Νοεμβρίου. bbox=[489, 1175, 718, 1191]
syllalitirion-title: ΣΥΛΛΑΛΗΤΗΡΙΟΝ bbox=[286, 1536, 432, 1555]
refugees-subtitle: ΑΠΟΘΝΗΣΚΟΥΣΙΝ ΕΚ ΤΗΣ ΠΕΙΝΗΣ bbox=[493, 1148, 700, 1162]
king-title: Ο ΒΑΣΙΛΕΥΣ bbox=[826, 1647, 920, 1663]
quote-name: Ομολογ. Δανείου 20.000.000 bbox=[34, 286, 203, 301]
quote-row bbox=[34, 437, 241, 452]
propylaia-text: Μετὰ τὴν ἔξοδον τῆς Ἐπιτροπῆς ἐκ τοῦ Βουλευτηρίου, κατέβησαν ἐν τῷ μεταξὺ ἐκ τῆς ὁδοῦ Σταδίου θύρας τῆς Βουλῆς εἰς τὰ πρόπυλα καὶ ἐσχηματίσθη συγκέντρωσις. — Ζήτω ὁ Γκρί! Ἐνθουσιασμός! — Ὑψωμί! — Ἐργασία! Τότε ἐξῆλθεν ἐκ τῆς Βουλῆς ὁ κ. Δ. Ῥάλλης ἐκ τῆς Βουλῆς λυθείσης τῆς συνεδριάσεως. Ὁ κ. Ῥάλλης ὅμως ἐξῆλθε μετὰ τὴν ταραχὴν. Τότε ἡ Ἐπιτροπὴ ἀνέβη καὶ ἐπανέλαβε τὰ αἰτήματα, εἰς τὰ ὁποῖα ὁ κ. Ῥάλλης ἀπήντησεν ὅτι θὰ ὑποστηρίξῃ αὐτὰ ἐν τῇ Βουλῇ καὶ παρὰ τῇ Κυβερνήσει. bbox=[253, 948, 465, 1298]
send-mps-title: ΘΑ ΣΤΑΛΟΥΝ ΒΟΥΛΕΥΤΑΙ bbox=[513, 204, 680, 219]
quote-value: 116.50 bbox=[200, 364, 241, 379]
quote-row bbox=[34, 408, 241, 423]
story4-col-a bbox=[738, 1502, 1007, 1637]
exchange-table bbox=[34, 597, 241, 670]
column-three bbox=[475, 104, 718, 2089]
story1-right-column bbox=[1169, 409, 1570, 608]
story4-divider-2 bbox=[1291, 1504, 1293, 1629]
quote-row bbox=[34, 365, 241, 380]
story3-divider-1 bbox=[1011, 1209, 1013, 1373]
quote-value: 23.15 bbox=[206, 654, 241, 669]
quote-value: 116.25 bbox=[200, 271, 241, 286]
story1-subhead-b: ΠΙΘΑΝΑΙ ΤΑΡΑΧΑΙ ΕΝ ΚΩΝ)ΠΟΛΕΙ bbox=[738, 503, 1157, 529]
story4-text-b: τῶν Ναυτικῶν καὶ τῶν Δημοσίων κτημάτων. Ἡ προσεχὴς συνεδρίασις τῆς Βουλῆς προμηνύεται θυελλώδης. Ἀπειλεῖται ἡ πτῶσις καὶ τῆς πολιτικῆς τῆς Κυβερνήσεως. Ἡ χθεσινὴ ἐπίθεσις κατὰ τοῦ Σετχουλισλάμη διαπραγματεύεται. bbox=[1017, 1502, 1287, 1632]
story3-subheadline: ΔΙΑ ΤΗΝ ΛΥΣΙΝ ΤΟΥ ΚΡΗΤΙΚΟΥ ΖΗΤΗΜΑΤΟΣ bbox=[773, 1153, 1531, 1189]
quote-value: 100.— bbox=[206, 185, 241, 199]
quote-name: Εικοσάφραγκον μεταλλικόν bbox=[34, 532, 199, 547]
funeral-dateline: ΖΑΚΥΝΘΟΣ, 23 Νοεμβρίου. bbox=[752, 1929, 1007, 1945]
union-or-death-title: ΕΝΩΣΙΣ Η ΘΑΝΑΤΟΣ bbox=[530, 217, 663, 232]
col-divider-3 bbox=[723, 104, 725, 2089]
